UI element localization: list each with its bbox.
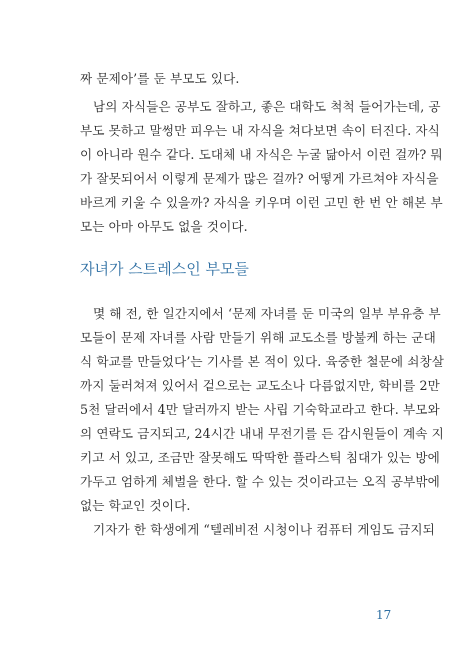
paragraph-line: 키고 서 있고, 조금만 잘못해도 딱딱한 플라스틱 침대가 있는 방에 [80,450,440,465]
paragraph-line: 남의 자식들은 공부도 잘하고, 좋은 대학도 척척 들어가는데, 공 [93,99,441,114]
paragraph-line: 까지 둘러쳐져 있어서 겉으로는 교도소나 다름없지만, 학비를 2만 [80,378,440,393]
paragraph-line: 모는 아마 아무도 없을 것이다. [80,219,248,234]
paragraph-line: 기자가 한 학생에게 “텔레비전 시청이나 컴퓨터 게임도 금지되 [93,522,435,537]
paragraph-line: 의 연락도 금지되고, 24시간 내내 무전기를 든 감시원들이 계속 지 [80,426,444,441]
paragraph-line: 가 잘못되어서 이렇게 문제가 많은 걸까? 어떻게 가르쳐야 자식을 [80,171,439,186]
paragraph-line: 없는 학교인 것이다. [80,498,191,513]
paragraph-line: 몇 해 전, 한 일간지에서 ‘문제 자녀를 둔 미국의 일부 부유층 부 [93,306,441,321]
paragraph-line: 가두고 엄하게 체벌을 한다. 할 수 있는 것이라고는 오직 공부밖에 [80,474,440,489]
paragraph-line: 바르게 키울 수 있을까? 자식을 키우며 이런 고민 한 번 안 해본 부 [80,195,443,210]
section-heading: 자녀가 스트레스인 부모들 [80,260,249,278]
paragraph-line: 식 학교를 만들었다’는 기사를 본 적이 있다. 육중한 철문에 쇠창살 [80,354,445,369]
paragraph-line: 이 아니라 원수 같다. 도대체 내 자식은 누굴 닮아서 이런 걸까? 뭐 [80,147,443,162]
paragraph-line: 5천 달러에서 4만 달러까지 받는 사립 기숙학교라고 한다. 부모와 [80,402,440,417]
paragraph-line: 부도 못하고 말썽만 피우는 내 자식을 쳐다보면 속이 터진다. 자식 [80,123,440,138]
page-number: 17 [376,608,392,622]
paragraph-line: 짜 문제아’를 둔 부모도 있다. [80,71,240,86]
paragraph-line: 모들이 문제 자녀를 사람 만들기 위해 교도소를 방불케 하는 군대 [80,330,436,345]
